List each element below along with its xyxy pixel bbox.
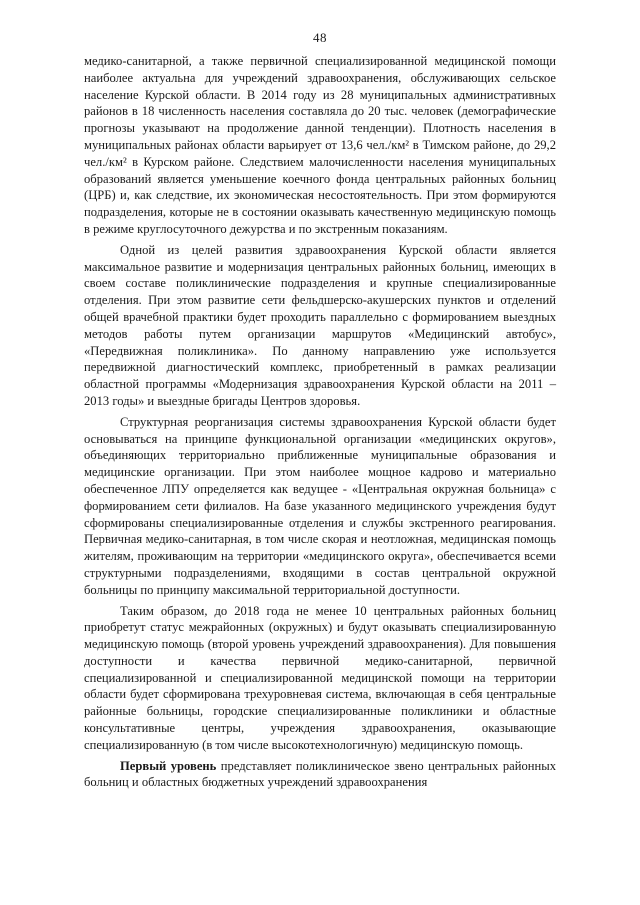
paragraph-1: медико-санитарной, а также первичной специализированной медицинской помощи наиболее актуальна для учреждений здравоохранения, обслуживающих сельское население Курской области. В 2014 году из 28 муниципальных административных районов в 18 численность населения составляла до 20 тыс. человек (демографические прогнозы указывают на продолжение данной тенденции). Плотность населения в муниципальных районах области варьирует от 13,6 чел./км² в Тимском районе, до 29,2 чел./км² в Курском районе. Следствием малочисленности населения муниципальных образований является уменьшение коечного фонда центральных районных больниц (ЦРБ) и, как следствие, их экономическая несостоятельность. При этом формируются подразделения, которые не в состоянии оказывать качественную медицинскую помощь в режиме круглосуточного дежурства и по экстренным показаниям. — [84, 54, 556, 236]
paragraph-4: Таким образом, до 2018 года не менее 10 центральных районных больниц приобретут статус межрайонных (окружных) и будут оказывать специализированную медицинскую помощь (второй уровень учреждений здравоохранения). Для повышения доступности и качества первичной медико-санитарной, первичной специализированной и специализированной медицинской помощи на территории области будет сформирована трехуровневая система, включающая в себя центральные районные больницы, городские специализированные поликлиники и областные консультативные центры, учреждения здравоохранения, оказывающие специализированную (в том числе высокотехнологичную) медицинскую помощь. — [84, 603, 556, 752]
paragraph-5-text: представляет поликлиническое звено центральных районных больниц и областных бюджетных учреждений здравоохранения — [84, 758, 556, 790]
paragraph-5 — [84, 758, 556, 792]
paragraph-2: Одной из целей развития здравоохранения Курской области является максимальное развитие и модернизация центральных районных больниц, имеющих в своем составе поликлинические подразделения и крупные специализированные отделения. При этом развитие сети фельдшерско-акушерских пунктов и отделений общей врачебной практики будет проходить параллельно с формированием выездных методов работы путем организации маршрутов «Медицинский автобус», «Передвижная поликлиника». По данному направлению уже используется передвижной диагностический комплекс, приобретенный в рамках реализации областной программы «Модернизация здравоохранения Курской области на 2011 – 2013 годы» и выездные бригады Центров здоровья. — [84, 242, 556, 408]
paragraph-3: Структурная реорганизация системы здравоохранения Курской области будет основываться на принципе функциональной организации «медицинских округов», объединяющих территориально приближенные муниципальные образования и медицинские организации. При этом наиболее мощное кадрово и материально обеспеченное ЛПУ определяется как ведущее - «Центральная окружная больница» с формированием сети филиалов. На базе указанного медицинского учреждения будут сформированы специализированные отделения и службы экстренного реагирования. Первичная медико-санитарная, в том числе скорая и неотложная, медицинская помощь жителям, проживающим на территории «медицинского округа», обеспечивается всеми структурными подразделениями, входящими в состав центральной окружной больницы по принципу максимальной территориальной доступности. — [84, 414, 556, 597]
first-level-term: Первый уровень — [120, 758, 217, 773]
document-body — [84, 53, 556, 795]
page-number: 48 — [313, 30, 327, 45]
